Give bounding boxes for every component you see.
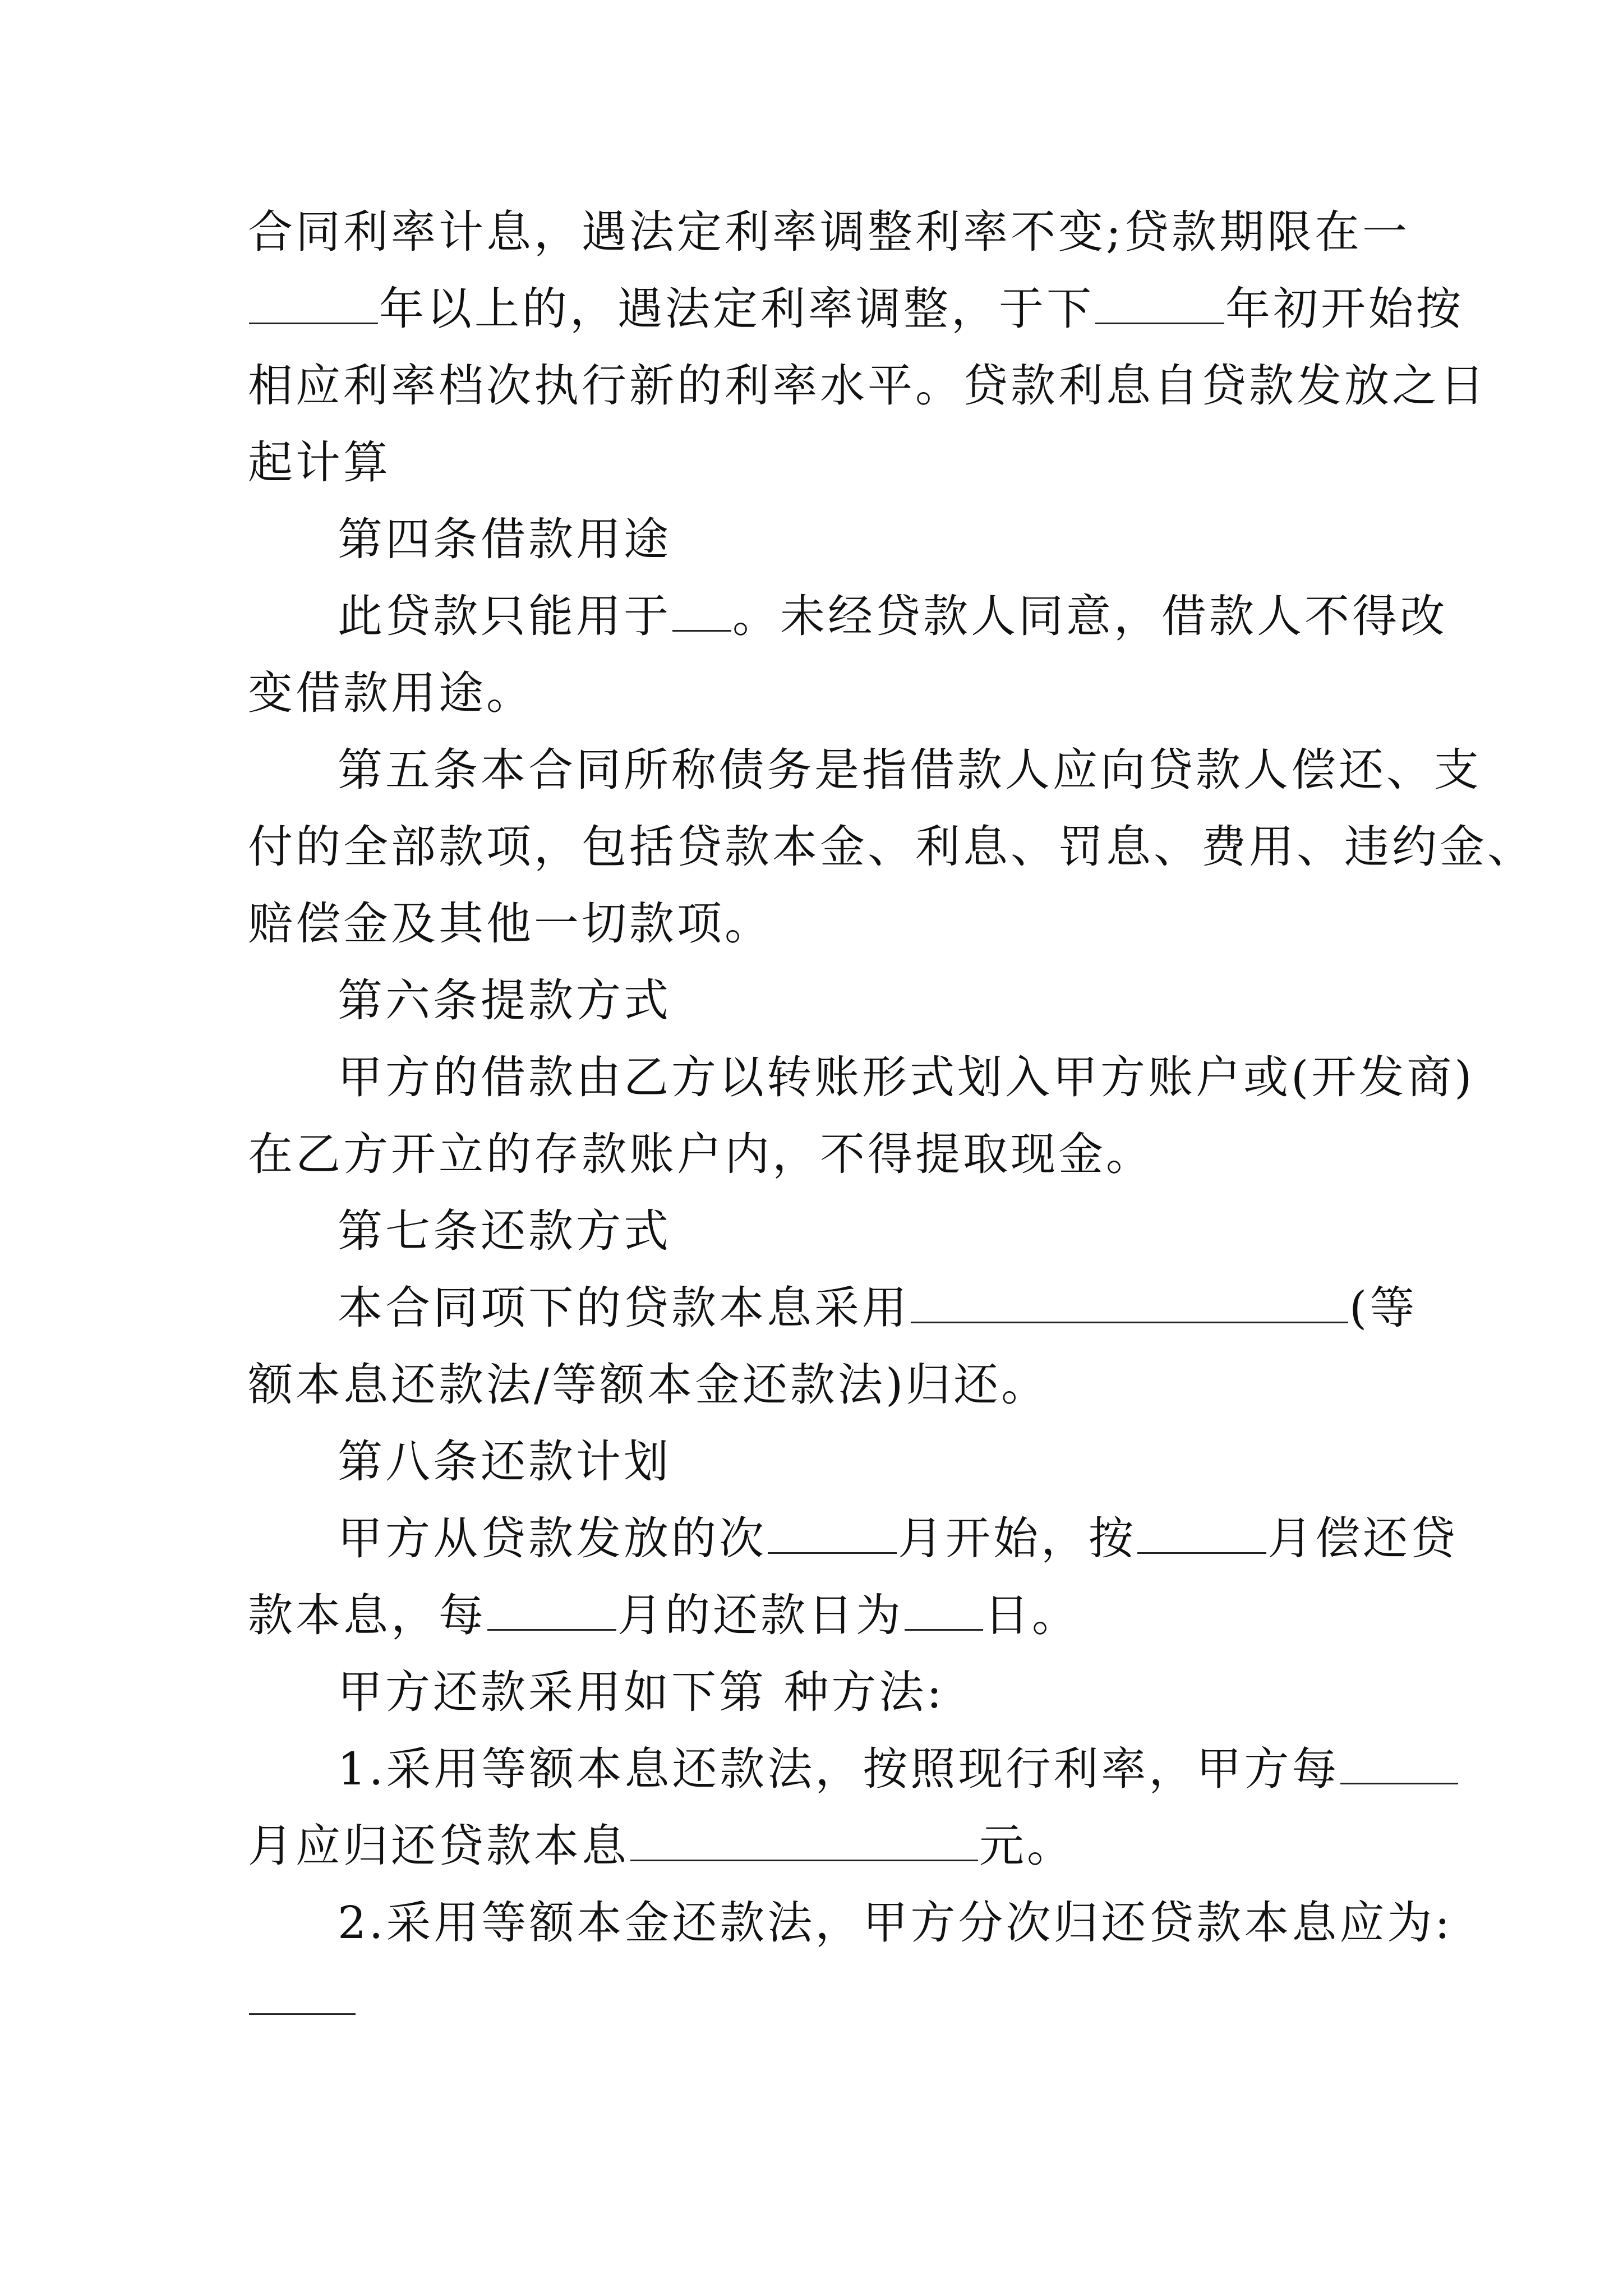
article-heading-text: 第四条借款用途 [338, 513, 671, 565]
article-heading [248, 501, 1392, 578]
text-line-content: 赔偿金及其他一切款项。 [248, 898, 772, 950]
text-line [248, 424, 1392, 501]
text-line-content: 第五条本合同所称债务是指借款人应向贷款人偿还、支 [338, 744, 1482, 796]
blank-underline [672, 591, 731, 632]
article-heading [248, 1193, 1392, 1269]
article-heading [248, 1423, 1392, 1500]
text-line [248, 1039, 1475, 1116]
text-line-content: 变借款用途。 [248, 667, 534, 719]
text-line-content: 2.采用等额本金还款法，甲方分次归还贷款本息应为: [338, 1897, 1453, 1949]
text-line [248, 808, 1535, 885]
text-line [248, 1654, 1392, 1731]
blank-underline [249, 283, 378, 324]
text-line [248, 347, 1487, 424]
blank-underline [249, 1974, 356, 2015]
text-line-content: (等 [1349, 1282, 1418, 1334]
text-line-content: 月应归还贷款本息 [248, 1820, 629, 1872]
text-line [248, 1961, 1392, 2038]
text-line-content: 相应利率档次执行新的利率水平。贷款利息自贷款发放之日 [248, 360, 1487, 412]
text-line-content: 款本息，每 [248, 1589, 486, 1641]
text-line-content: 起计算 [248, 436, 391, 489]
text-line-content: 付的全部款项，包括贷款本金、利息、罚息、费用、违约金、 [248, 821, 1535, 873]
blank-underline [630, 1820, 978, 1861]
text-line-content: 此贷款只能用于 [338, 590, 671, 642]
blank-underline [487, 1590, 616, 1631]
text-line [248, 194, 1410, 270]
text-line-content: 年初开始按 [1225, 283, 1464, 335]
text-line [248, 270, 1464, 347]
text-line-content: 月偿还贷 [1267, 1512, 1458, 1565]
text-line-content: 元。 [979, 1820, 1075, 1872]
text-line [248, 1500, 1458, 1577]
text-line-content: 合同利率计息，遇法定利率调整利率不变;贷款期限在一 [248, 206, 1410, 258]
blank-underline [1137, 1513, 1266, 1554]
contract-text [248, 194, 1535, 2038]
text-line [248, 1346, 1392, 1423]
text-line-content: 甲方还款采用如下第 种方法: [338, 1666, 945, 1718]
blank-underline [768, 1513, 897, 1554]
blank-underline [905, 1590, 983, 1631]
blank-underline [1340, 1743, 1458, 1784]
text-line [248, 1577, 1392, 1654]
text-line-content: 月的还款日为 [617, 1589, 903, 1641]
article-heading [248, 962, 1392, 1039]
text-line [248, 731, 1482, 808]
text-line-content: 月开始，按 [898, 1512, 1136, 1565]
text-line-content: 本合同项下的贷款本息采用 [338, 1282, 910, 1334]
article-heading-text: 第六条提款方式 [338, 974, 671, 1027]
blank-underline [911, 1282, 1348, 1323]
text-line [248, 1731, 1392, 1807]
text-line [248, 1884, 1453, 1961]
text-line-content: 在乙方开立的存款账户内，不得提取现金。 [248, 1128, 1154, 1180]
text-line [248, 1116, 1392, 1193]
text-line-content: 甲方从贷款发放的次 [338, 1512, 767, 1565]
text-line-content: 。未经贷款人同意，借款人不得改 [732, 590, 1447, 642]
text-line-content: 1.采用等额本息还款法，按照现行利率，甲方每 [338, 1743, 1340, 1795]
article-heading-text: 第八条还款计划 [338, 1435, 671, 1488]
blank-underline [1095, 283, 1224, 324]
text-line [248, 1807, 1392, 1884]
text-line [248, 885, 1392, 962]
text-line [248, 578, 1447, 655]
article-heading-text: 第七条还款方式 [338, 1205, 671, 1257]
text-line-content: 甲方的借款由乙方以转账形式划入甲方账户或(开发商) [338, 1051, 1475, 1103]
text-line-content: 额本息还款法/等额本金还款法)归还。 [248, 1359, 1049, 1411]
text-line [248, 1269, 1418, 1346]
text-line-content: 年以上的，遇法定利率调整，于下 [379, 283, 1094, 335]
text-line-content: 日。 [984, 1589, 1080, 1641]
text-line [248, 655, 1392, 731]
